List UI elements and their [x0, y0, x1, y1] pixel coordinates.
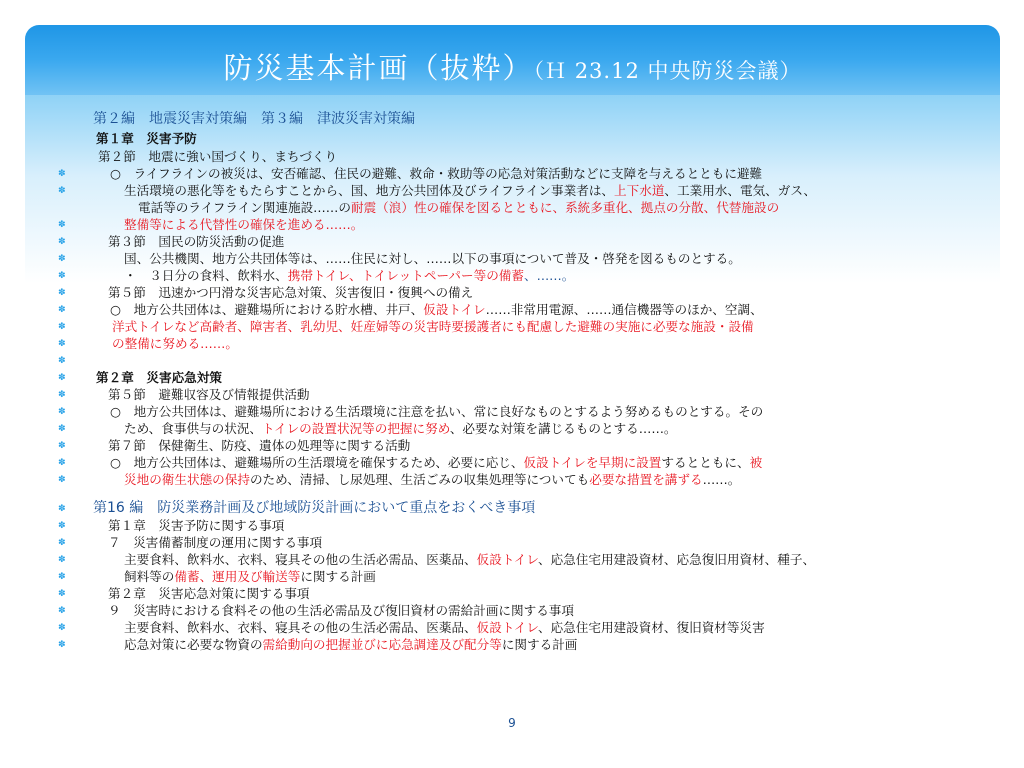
bullet-icon: ✽ [58, 186, 66, 196]
line-text: 主要食料、飲料水、衣料、寝具その他の生活必需品、医薬品、 [124, 620, 477, 635]
line-text: ○ 地方公共団体は、避難場所における生活環境に注意を払い、常に良好なものとするよう努めるものとする。その [110, 404, 764, 419]
text-line [108, 534, 322, 551]
highlight-text: トイレの設置状況等の把握に努め [262, 421, 450, 436]
text-line [96, 369, 222, 386]
text-line [108, 437, 410, 454]
line-text: 第２章 災害応急対策 [96, 370, 222, 385]
line-text: 第１章 災害予防に関する事項 [108, 518, 285, 533]
text-line [124, 568, 376, 585]
bullet-icon: ✽ [58, 606, 66, 616]
bullet-icon: ✽ [58, 169, 66, 179]
bullet-icon: ✽ [58, 407, 66, 417]
page-number: 9 [508, 716, 516, 730]
highlight-text: 需給動向の把握並びに応急調達及び配分等 [262, 637, 502, 652]
highlight-text: 仮設トイレを早期に設置 [523, 455, 662, 470]
text-line [108, 585, 310, 602]
line-text: に関する計画 [501, 637, 578, 652]
bullet-icon: ✽ [58, 458, 66, 468]
text-line [124, 182, 816, 199]
bullet-icon: ✽ [58, 271, 66, 281]
text-line [93, 111, 415, 128]
text-line [124, 216, 363, 233]
line-text: 第５節 避難収容及び情報提供活動 [108, 387, 310, 402]
highlight-text: 上下水道 [614, 183, 665, 198]
highlight-text: 仮設トイレ [476, 620, 538, 635]
bullet-icon: ✽ [58, 572, 66, 582]
line-text: ９ 災害時における食料その他の生活必需品及び復旧資材の需給計画に関する事項 [108, 603, 574, 618]
text-line [124, 250, 741, 267]
bullet-icon: ✽ [58, 288, 66, 298]
bullet-icon: ✽ [58, 339, 66, 349]
line-text: ７ 災害備蓄制度の運用に関する事項 [108, 535, 323, 550]
text-line [112, 335, 238, 352]
bullet-icon: ✽ [58, 589, 66, 599]
text-line [108, 284, 473, 301]
highlight-text: 耐震（浪）性の確保を図るとともに、系統多重化、拠点の分散、代替施設の [350, 200, 780, 215]
bullet-icon: ✽ [58, 254, 66, 264]
line-text: ……。 [702, 472, 741, 487]
bullet-icon: ✽ [58, 305, 66, 315]
line-text: 電話等のライフライン関連施設……の [138, 200, 351, 215]
line-text: ・ ３日分の食料、飲料水、 [124, 268, 288, 283]
highlight-text: 仮設トイレ [423, 302, 486, 317]
text-line [93, 500, 535, 517]
line-text: 主要食料、飲料水、衣料、寝具その他の生活必需品、医薬品、 [124, 552, 477, 567]
line-text: 第16 編 防災業務計画及び地域防災計画において重点をおくべき事項 [93, 500, 536, 516]
line-text: ……非常用電源、……通信機器等のほか、空調、 [485, 302, 763, 317]
line-text: するとともに、 [661, 455, 750, 470]
line-text: ○ 地方公共団体は、避難場所の生活環境を確保するため、必要に応じ、 [110, 455, 524, 470]
bullet-icon: ✽ [58, 424, 66, 434]
text-line [138, 199, 779, 216]
title-subtitle: （Ｈ 23.12 中央防災会議） [533, 59, 802, 83]
bullet-icon: ✽ [58, 623, 66, 633]
slide-title [25, 46, 1000, 87]
text-line [112, 318, 754, 335]
line-text: 第７節 保健衛生、防疫、遺体の処理等に関する活動 [108, 438, 411, 453]
line-text: 第１章 災害予防 [96, 131, 197, 146]
highlight-text: 携帯トイレ、トイレットペーパー等の備蓄 [287, 268, 524, 283]
line-text: 生活環境の悪化等をもたらすことから、国、地方公共団体及びライフライン事業者は、 [124, 183, 615, 198]
text-line [124, 420, 677, 437]
bullet-icon: ✽ [58, 356, 66, 366]
line-text: 第２節 地震に強い国づくり、まちづくり [98, 149, 338, 164]
line-text: のため、清掃、し尿処理、生活ごみの収集処理等についても [249, 472, 590, 487]
line-text: 第２編 地震災害対策編 第３編 津波災害対策編 [93, 111, 415, 127]
line-text: 国、公共機関、地方公共団体等は、……住民に対し、……以下の事項について普及・啓発を図るものとする。 [124, 251, 741, 266]
text-line [124, 267, 574, 284]
bullet-icon: ✽ [58, 538, 66, 548]
bullet-icon: ✽ [58, 322, 66, 332]
text-line [124, 471, 740, 488]
text-line [108, 602, 574, 619]
line-text: 、応急住宅用建設資材、復旧資材等災害 [537, 620, 765, 635]
bullet-icon: ✽ [58, 220, 66, 230]
highlight-text: 備蓄、運用及び輸送等 [174, 569, 301, 584]
line-text: ため、食事供与の状況、 [124, 421, 263, 436]
text-line [124, 551, 815, 568]
text-line [110, 403, 763, 420]
bullet-icon: ✽ [58, 555, 66, 565]
title-main: 防災基本計画（抜粋） [223, 51, 534, 85]
line-text: 、工業用水、電気、ガス、 [664, 183, 816, 198]
bullet-icon: ✽ [58, 504, 66, 514]
text-line [110, 165, 762, 182]
highlight-text: 被 [749, 455, 763, 470]
highlight-text: 整備等による代替性の確保を進める……。 [124, 217, 364, 232]
text-line [108, 386, 310, 403]
text-line [124, 619, 765, 636]
line-text: 飼料等の [124, 569, 175, 584]
text-line [108, 233, 284, 250]
text-line [108, 517, 284, 534]
text-line [98, 148, 337, 165]
bullet-icon: ✽ [58, 521, 66, 531]
bullet-icon: ✽ [58, 373, 66, 383]
highlight-text: 必要な措置を講ずる [589, 472, 703, 487]
bullet-icon: ✽ [58, 475, 66, 485]
line-text: 第５節 迅速かつ円滑な災害応急対策、災害復旧・復興への備え [108, 285, 474, 300]
highlight-text: の整備に努める……。 [112, 336, 238, 351]
line-text: ○ 地方公共団体は、避難場所における貯水槽、井戸、 [110, 302, 424, 317]
highlight-text: 仮設トイレ [476, 552, 538, 567]
line-text: 第３節 国民の防災活動の促進 [108, 234, 285, 249]
text-line [110, 454, 762, 471]
text-line [96, 130, 197, 147]
highlight-text: 災地の衛生状態の保持 [124, 472, 250, 487]
line-text: 、応急住宅用建設資材、応急復旧用資材、種子、 [537, 552, 816, 567]
bullet-icon: ✽ [58, 237, 66, 247]
text-line [124, 636, 577, 653]
highlight-text: 洋式トイレなど高齢者、障害者、乳幼児、妊産婦等の災害時要援護者にも配慮した避難の実施に必要な施設・設備 [112, 319, 754, 334]
line-text: 第２章 災害応急対策に関する事項 [108, 586, 310, 601]
bullet-icon: ✽ [58, 441, 66, 451]
line-text: 応急対策に必要な物資の [124, 637, 263, 652]
bullet-icon: ✽ [58, 390, 66, 400]
line-text: 、必要な対策を講じるものとする……。 [449, 421, 677, 436]
bullet-icon: ✽ [58, 640, 66, 650]
text-line [110, 301, 763, 318]
line-text: 、……。 [523, 268, 575, 283]
line-text: ○ ライフラインの被災は、安否確認、住民の避難、救命・救助等の応急対策活動などに支障を与えるとともに避難 [110, 166, 763, 181]
line-text: に関する計画 [300, 569, 376, 584]
